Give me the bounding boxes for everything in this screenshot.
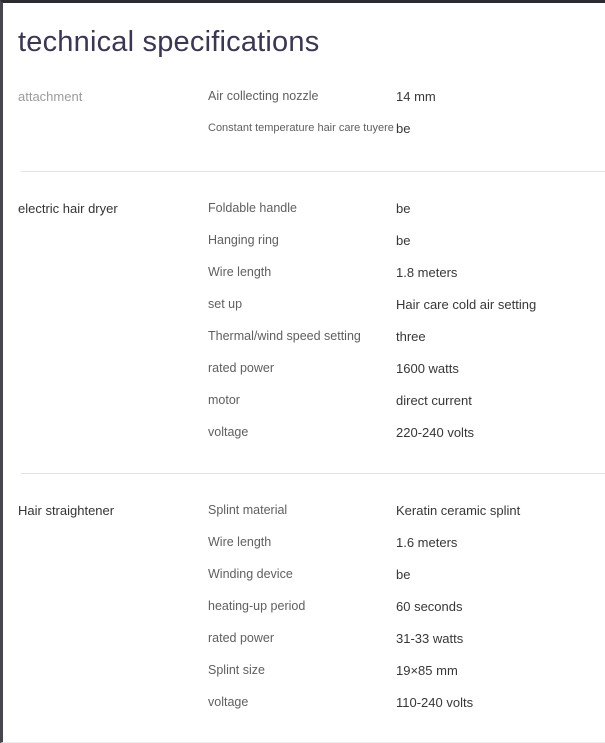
section-rows: [208, 80, 605, 144]
spec-name: heating-up period: [208, 598, 306, 613]
section-label: attachment: [18, 89, 83, 105]
spec-name: Air collecting nozzle: [208, 88, 319, 103]
spec-name: rated power: [208, 360, 275, 375]
spec-value: be: [396, 120, 411, 136]
spec-name: Splint material: [208, 502, 288, 517]
specs-table: [18, 80, 605, 718]
section-rows: [208, 494, 605, 718]
spec-value: direct current: [396, 392, 472, 408]
spec-value: 19×85 mm: [396, 662, 458, 678]
spec-name: Wire length: [208, 534, 272, 549]
spec-row: [208, 192, 605, 224]
spec-value: 110-240 volts: [396, 694, 474, 710]
spec-value: be: [396, 200, 411, 216]
spec-row: [208, 384, 605, 416]
spec-name: voltage: [208, 694, 249, 709]
spec-value: 60 seconds: [396, 598, 463, 614]
section-label: electric hair dryer: [18, 201, 118, 217]
spec-row: [208, 622, 605, 654]
spec-value: 220-240 volts: [396, 424, 475, 440]
spec-value: 31-33 watts: [396, 630, 464, 646]
spec-value: Hair care cold air setting: [396, 296, 537, 312]
spec-name: motor: [208, 392, 240, 407]
spec-name: voltage: [208, 424, 249, 439]
spec-name: Winding device: [208, 566, 293, 581]
spec-row: [208, 80, 605, 112]
spec-value: be: [396, 232, 411, 248]
spec-name: Foldable handle: [208, 200, 297, 215]
spec-section: [18, 172, 605, 473]
spec-row: [208, 494, 605, 526]
section-label: Hair straightener: [18, 503, 115, 519]
spec-value: three: [396, 328, 426, 344]
spec-row: [208, 320, 605, 352]
spec-value: 14 mm: [396, 88, 436, 104]
spec-name: set up: [208, 296, 243, 311]
spec-row: [208, 288, 605, 320]
spec-name: Thermal/wind speed setting: [208, 328, 361, 343]
spec-row: [208, 526, 605, 558]
spec-row: [208, 352, 605, 384]
spec-value: 1.6 meters: [396, 534, 458, 550]
spec-row: [208, 590, 605, 622]
spec-name: Constant temperature hair care tuyere: [208, 121, 394, 134]
spec-name: Splint size: [208, 662, 265, 677]
spec-name: Wire length: [208, 264, 272, 279]
spec-row: [208, 112, 605, 144]
spec-row: [208, 256, 605, 288]
spec-value: 1.8 meters: [396, 264, 458, 280]
spec-value: 1600 watts: [396, 360, 459, 376]
spec-name: rated power: [208, 630, 275, 645]
section-rows: [208, 192, 605, 448]
spec-row: [208, 224, 605, 256]
spec-name: Hanging ring: [208, 232, 279, 247]
spec-value: be: [396, 566, 411, 582]
page-title: technical specifications: [18, 26, 320, 58]
spec-section: [18, 474, 605, 718]
spec-section: [18, 80, 605, 171]
spec-row: [208, 654, 605, 686]
spec-row: [208, 558, 605, 590]
spec-value: Keratin ceramic splint: [396, 502, 521, 518]
spec-row: [208, 686, 605, 718]
spec-row: [208, 416, 605, 448]
